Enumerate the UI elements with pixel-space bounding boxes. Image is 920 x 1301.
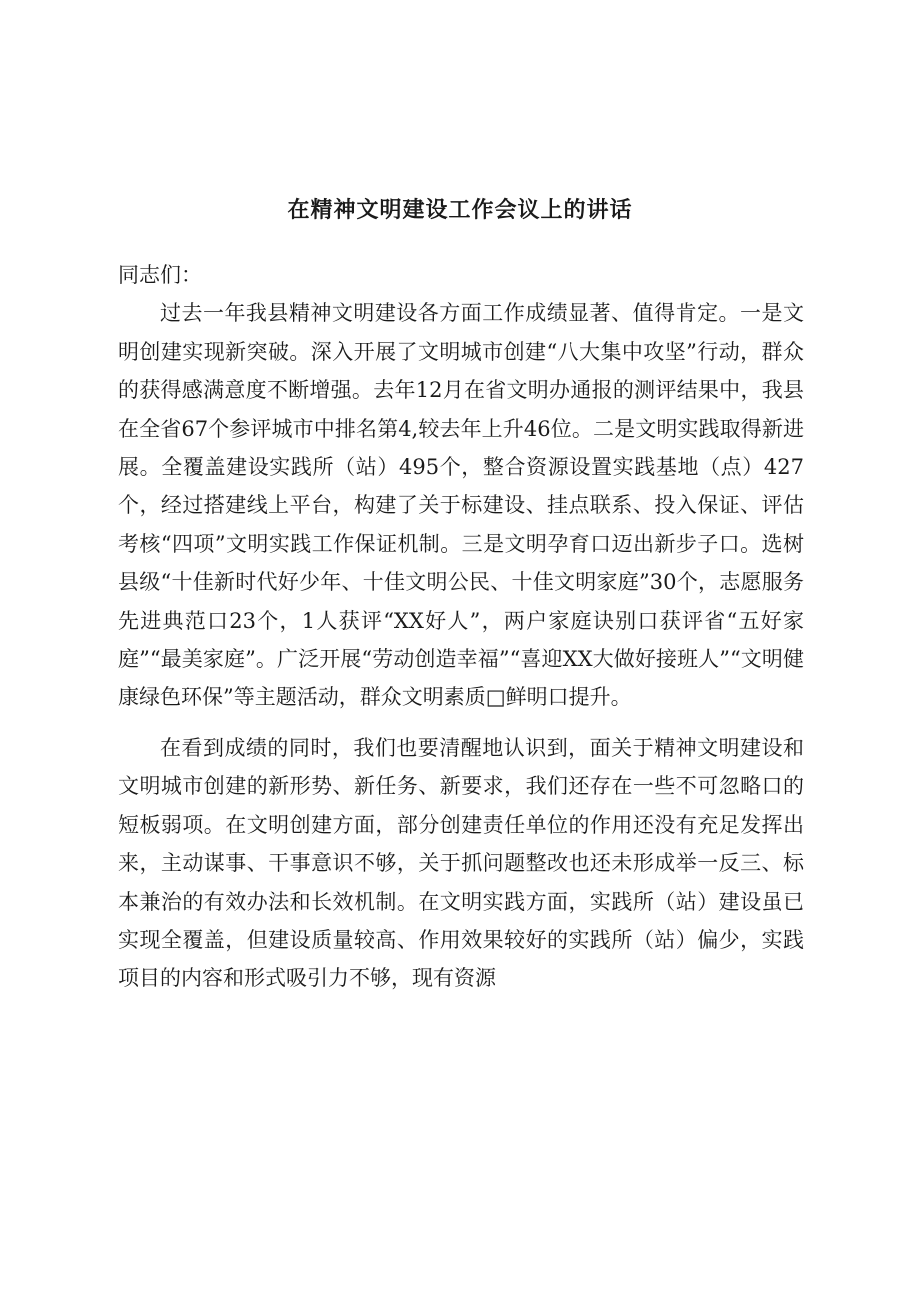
paragraph-shortcomings: 在看到成绩的同时，我们也要清醒地认识到，面关于精神文明建设和文明城市创建的新形势、新任务、新要求，我们还存在一些不可忽略口的短板弱项。在文明创建方面，部分创建责任单位的作用还没有充足发挥出来，主动谋事、干事意识不够，关于抓问题整改也还未形成举一反三、标本兼治的有效办法和长效机制。在文明实践方面，实践所（站）建设虽已实现全覆盖，但建设质量较高、作用效果较好的实践所（站）偏少，实践项目的内容和形式吸引力不够，现有资源 [118,735,804,991]
salutation: 同志们： [118,263,202,287]
document-body [118,256,804,998]
document-title: 在精神文明建设工作会议上的讲话 [287,198,633,223]
paragraph-achievements: 过去一年我县精神文明建设各方面工作成绩显著、值得肯定。一是文明创建实现新突破。深入开展了文明城市创建“八大集中攻坚”行动，群众的获得感满意度不断增强。去年12月在省文明办通报的测评结果中，我县在全省67个参评城市中排名第4,较去年上升46位。二是文明实践取得新进展。全覆盖建设实践所（站）495个，整合资源设置实践基地（点）427个，经过搭建线上平台，构建了关于标建设、挂点联系、投入保证、评估考核“四项”文明实践工作保证机制。三是文明孕育口迈出新步子口。选树县级“十佳新时代好少年、十佳文明公民、十佳文明家庭”30个，志愿服务先进典范口23个，1人获评“XX好人”，两户家庭诀别口获评省“五好家庭”“最美家庭”。广泛开展“劳动创造幸福”“喜迎XX大做好接班人”“文明健康绿色环保”等主题活动，群众文明素质□鲜明口提升。 [118,301,804,710]
